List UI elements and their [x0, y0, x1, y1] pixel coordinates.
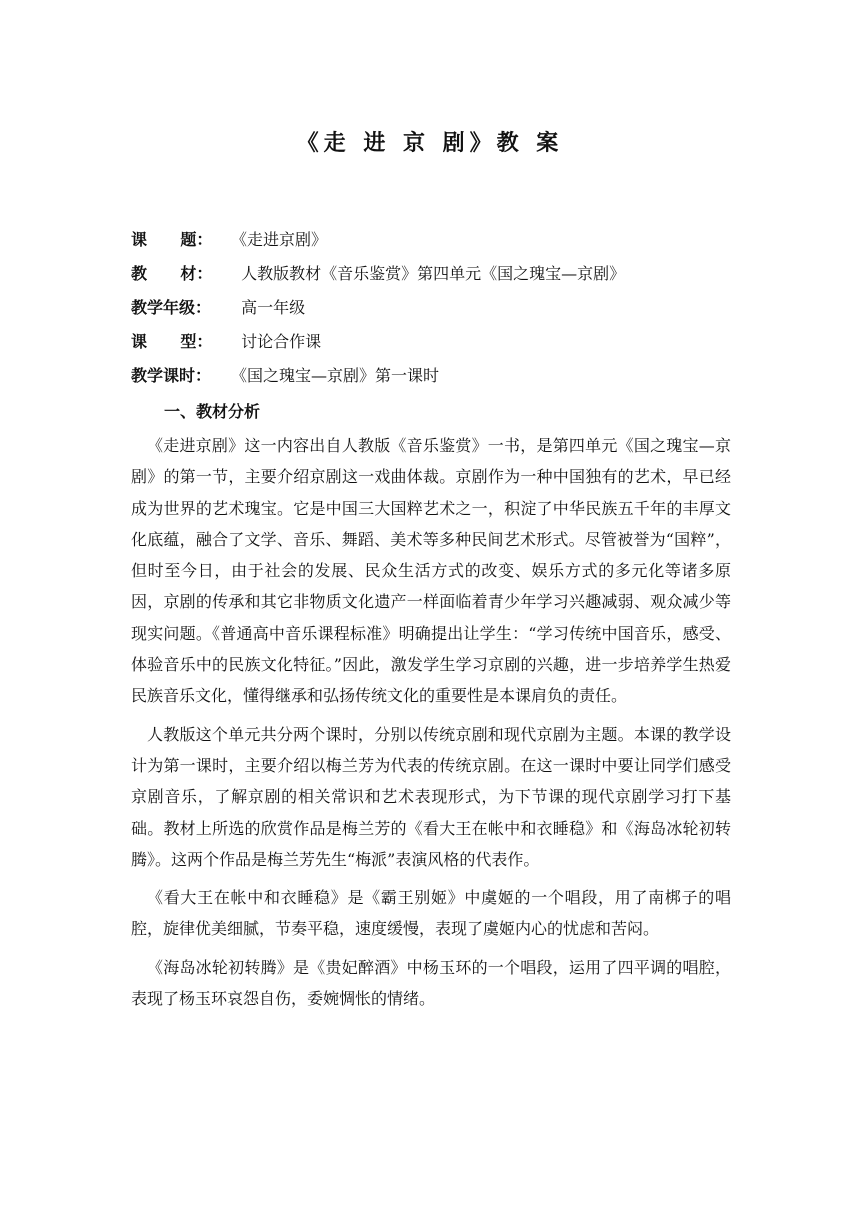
lesson-info-period: [131, 364, 625, 398]
type-value: 讨论合作课: [231, 332, 322, 351]
section-heading-textbook-analysis: 一、教材分析: [164, 402, 261, 421]
grade-value: 高一年级: [231, 298, 306, 317]
type-label: 课 型：: [131, 332, 213, 351]
document-body: [131, 430, 731, 1021]
lesson-info-textbook: [131, 262, 625, 296]
textbook-label: 教 材：: [131, 264, 213, 283]
topic-label: 课 题：: [131, 230, 213, 249]
lesson-info-type: [131, 330, 625, 364]
period-value: 《国之瑰宝—京剧》第一课时: [231, 366, 440, 385]
lesson-info-grade: [131, 296, 625, 330]
lesson-info: [131, 228, 625, 398]
period-label: 教学课时：: [131, 366, 212, 385]
topic-value: 《走进京剧》: [231, 230, 328, 249]
paragraph: 《看大王在帐中和衣睡稳》是《霸王别姬》中虞姬的一个唱段，用了南梆子的唱腔，旋律优美细腻，节奏平稳，速度缓慢，表现了虞姬内心的忧虑和苦闷。: [131, 888, 731, 939]
paragraph: 《海岛冰轮初转腾》是《贵妃醉酒》中杨玉环的一个唱段，运用了四平调的唱腔，表现了杨玉环哀怨自伤，委婉惆怅的情绪。: [131, 957, 731, 1009]
document-title: 《走 进 京 剧》教 案: [296, 131, 564, 156]
lesson-info-topic: [131, 228, 625, 262]
paragraph: 《走进京剧》这一内容出自人教版《音乐鉴赏》一书，是第四单元《国之瑰宝—京剧》的第一节，主要介绍京剧这一戏曲体裁。京剧作为一种中国独有的艺术，早已经成为世界的艺术瑰宝。它是中国三大国粹艺术之一，积淀了中华民族五千年的丰厚文化底蕴，融合了文学、音乐、舞蹈、美术等多种民间艺术形式。尽管被誉为“国粹”，但时至今日，由于社会的发展、民众生活方式的改变、娱乐方式的多元化等诸多原因，京剧的传承和其它非物质文化遗产一样面临着青少年学习兴趣减弱、观众减少等现实问题。《普通高中音乐课程标准》明确提出让学生：“学习传统中国音乐，感受、体验音乐中的民族文化特征。”因此，激发学生学习京剧的兴趣，进一步培养学生热爱民族音乐文化，懂得继承和弘扬传统文化的重要性是本课肩负的责任。: [131, 436, 731, 706]
grade-label: 教学年级：: [131, 298, 212, 317]
textbook-value: 人教版教材《音乐鉴赏》第四单元《国之瑰宝—京剧》: [231, 264, 626, 283]
paragraph: 人教版这个单元共分两个课时，分别以传统京剧和现代京剧为主题。本课的教学设计为第一课时，主要介绍以梅兰芳为代表的传统京剧。在这一课时中要让同学们感受京剧音乐，了解京剧的相关常识和艺术表现形式，为下节课的现代京剧学习打下基础。教材上所选的欣赏作品是梅兰芳的《看大王在帐中和衣睡稳》和《海岛冰轮初转腾》。这两个作品是梅兰芳先生“梅派”表演风格的代表作。: [131, 724, 731, 869]
